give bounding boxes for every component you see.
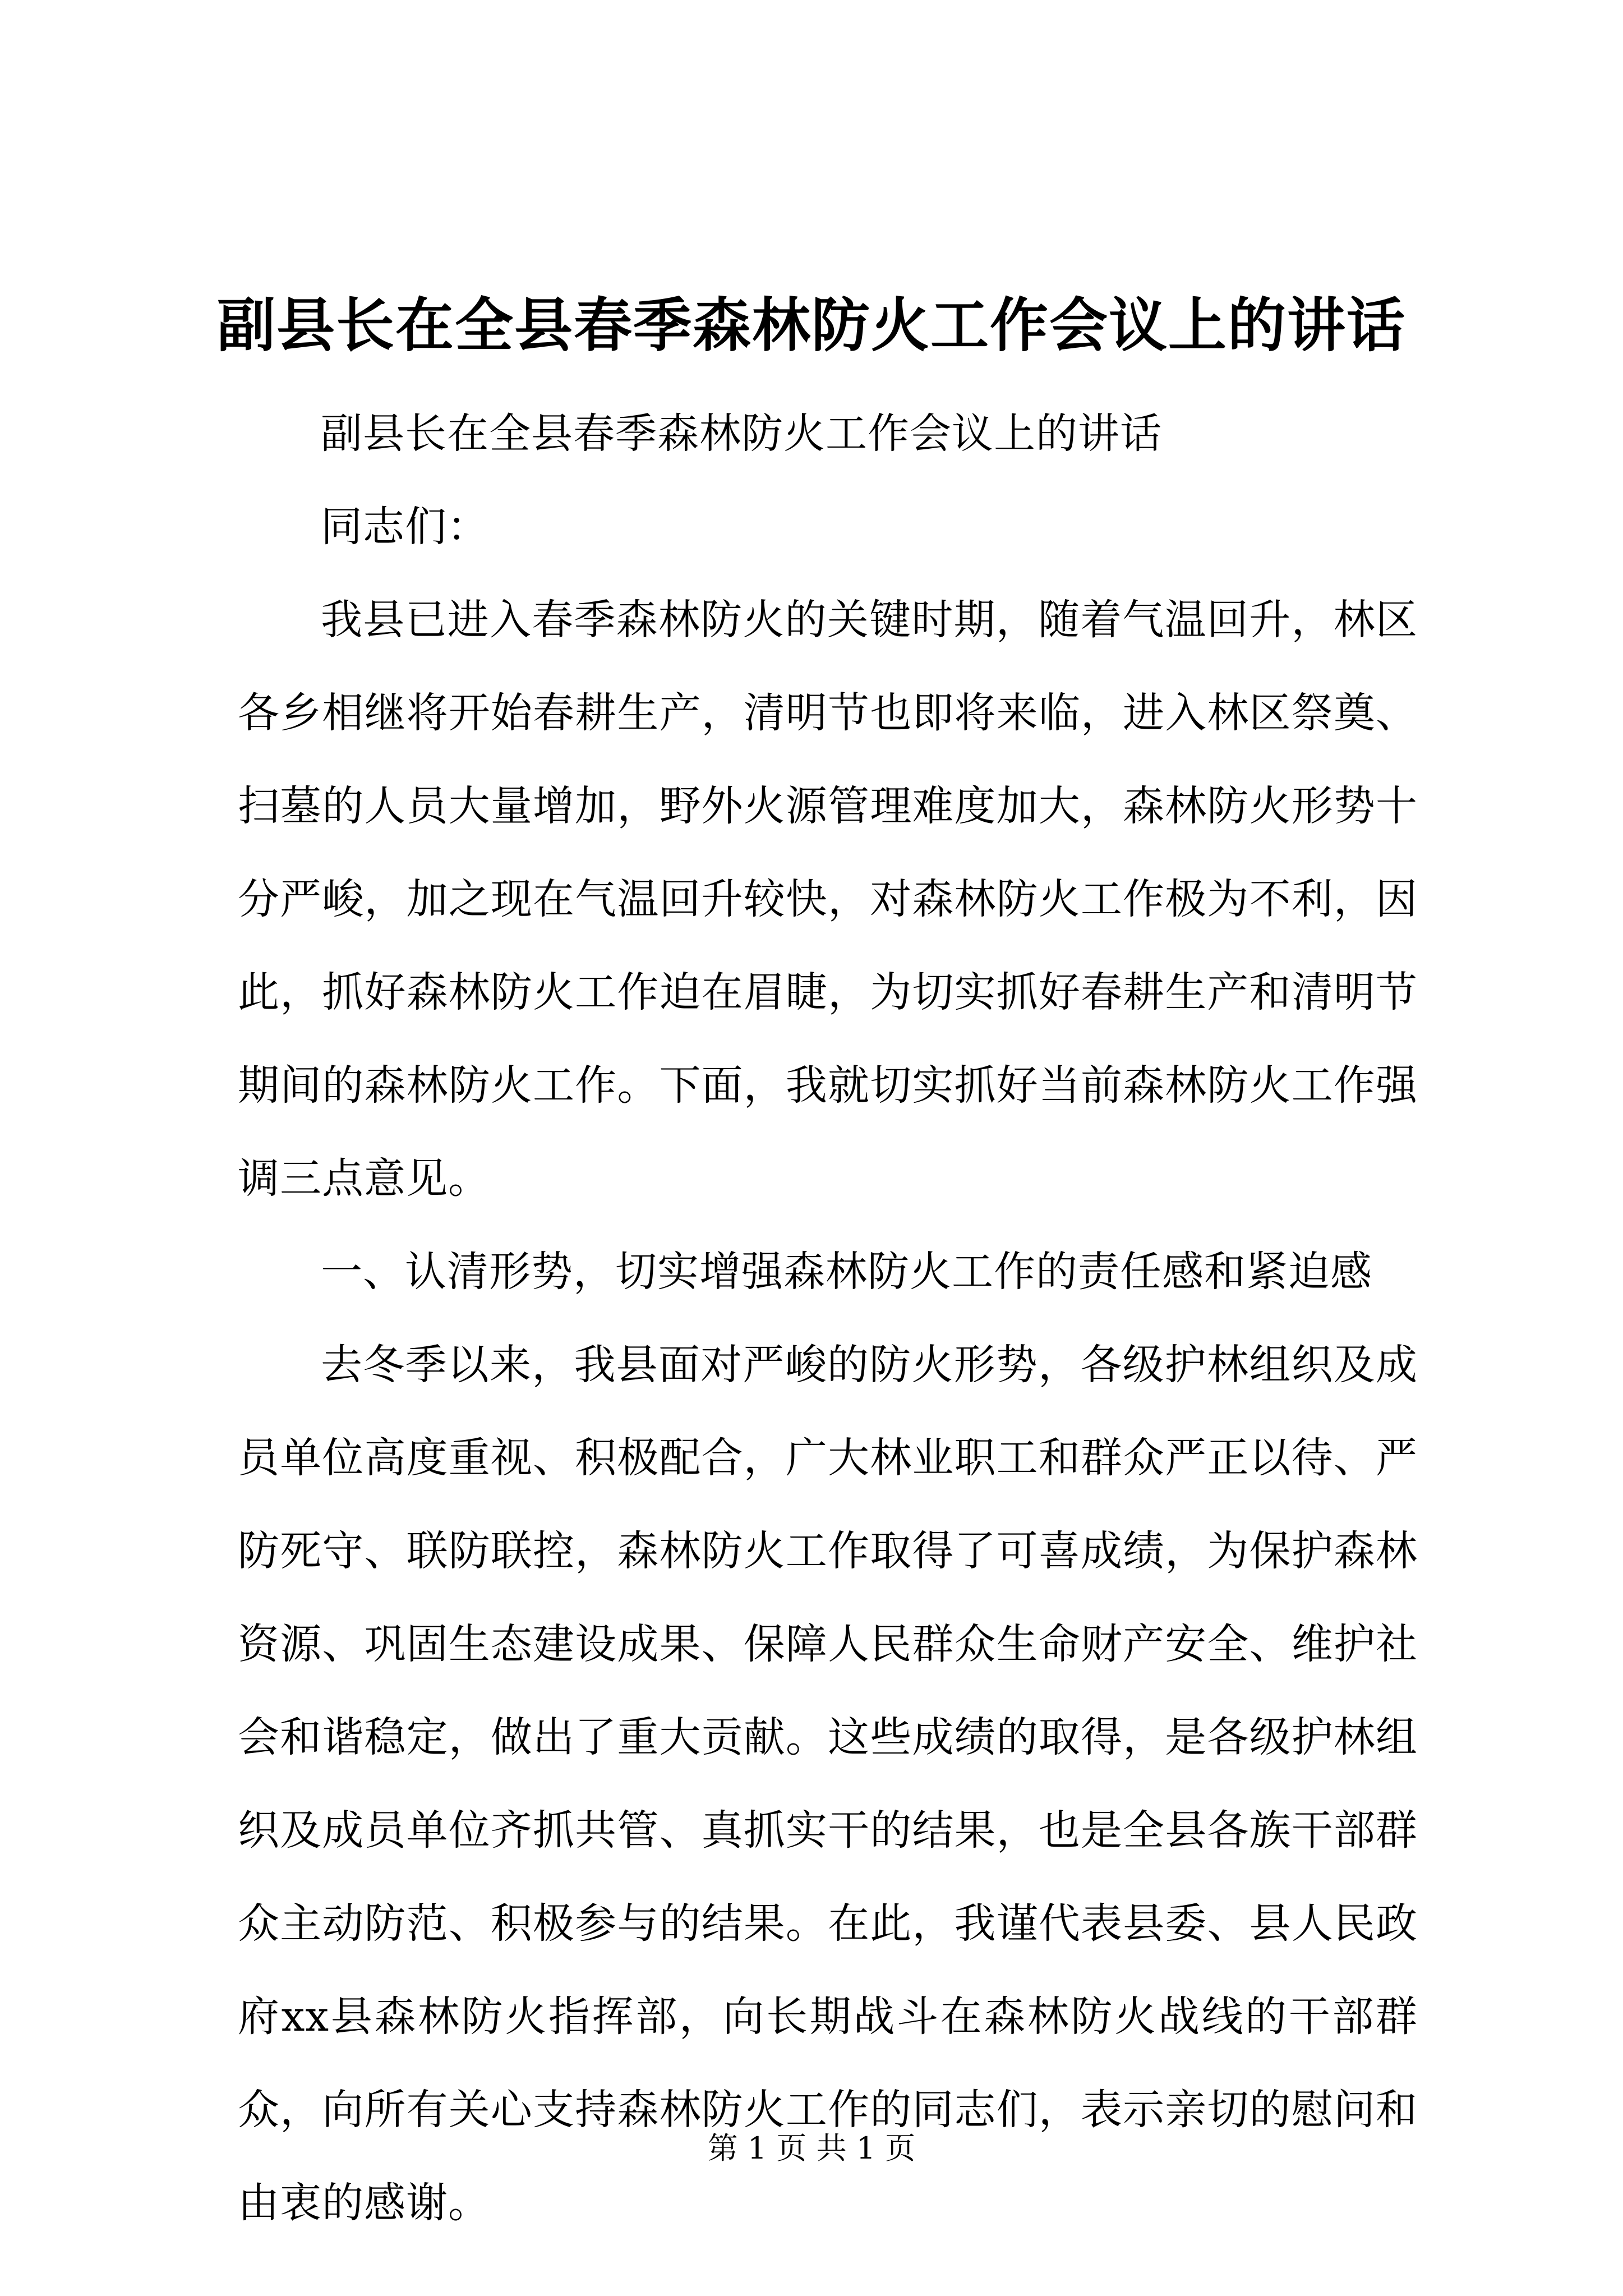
salutation-paragraph: 同志们： <box>321 503 489 551</box>
body-paragraph: 去冬季以来，我县面对严峻的防火形势，各级护林组织及成员单位高度重视、积极配合，广大林业职工和群众严正以待、严防死守、联防联控，森林防火工作取得了可喜成绩，为保护森林资源、巩固生态建设成果、保障人民群众生命财产安全、维护社会和谐稳定，做出了重大贡献。这些成绩的取得，是各级护林组织及成员单位齐抓共管、真抓实干的结果，也是全县各族干部群众主动防范、积极参与的结果。在此，我谨代表县委、县人民政府xx县森林防火指挥部，向长期战斗在森林防火战线的干部群众，向所有关心支持森林防火工作的同志们，表示亲切的慰问和由衷的感谢。 <box>238 1341 1418 2227</box>
body-paragraph: 我县已进入春季森林防火的关键时期，随着气温回升，林区各乡相继将开始春耕生产，清明节也即将来临，进入林区祭奠、扫墓的人员大量增加，野外火源管理难度加大，森林防火形势十分严峻，加之现在气温回升较快，对森林防火工作极为不利，因此，抓好森林防火工作迫在眉睫，为切实抓好春耕生产和清明节期间的森林防火工作。下面，我就切实抓好当前森林防火工作强调三点意见。 <box>238 596 1418 1203</box>
document-title: 副县长在全县春季森林防火工作会议上的讲话 <box>216 291 1406 360</box>
page-footer: 第 1 页 共 1 页 <box>707 2131 916 2166</box>
document-body <box>238 387 1418 2249</box>
subtitle-paragraph: 副县长在全县春季森林防火工作会议上的讲话 <box>321 409 1162 458</box>
section-heading: 一、认清形势，切实增强森林防火工作的责任感和紧迫感 <box>321 1248 1372 1296</box>
